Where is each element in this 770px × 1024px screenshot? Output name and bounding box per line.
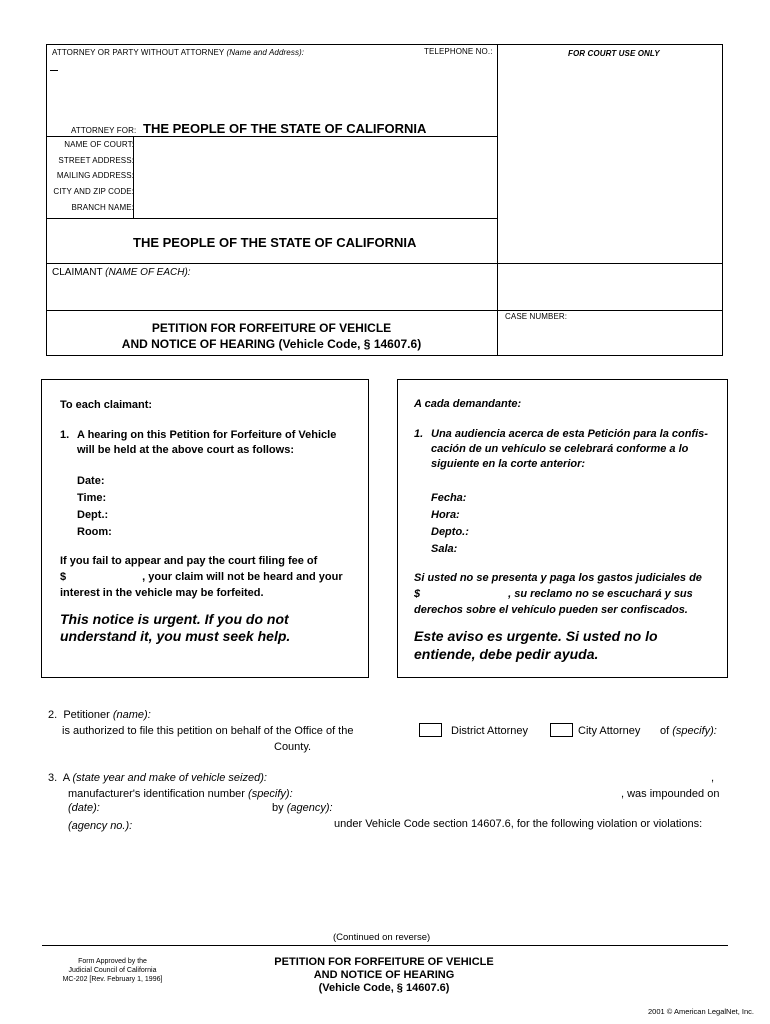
english-time-label: Time: <box>77 492 107 504</box>
copyright: 2001 © American LegalNet, Inc. <box>647 1007 754 1016</box>
attorney-label: ATTORNEY OR PARTY WITHOUT ATTORNEY (Name and Address): <box>52 48 305 57</box>
item3-comma: , <box>711 772 715 784</box>
form-title: PETITION FOR FORFEITURE OF VEHICLE AND NOTICE OF HEARING (Vehicle Code, § 14607.6) <box>121 321 422 351</box>
district-attorney-checkbox[interactable] <box>419 723 442 737</box>
mailing-address-label: MAILING ADDRESS: <box>56 171 134 180</box>
telephone-label: TELEPHONE NO.: <box>424 47 493 56</box>
item3-under: under Vehicle Code section 14607.6, for the following violation or violations: <box>334 818 703 830</box>
spanish-notice: A cada demandante: 1. Una audiencia acerca de esta Petición para la confis- cación de un vehículo se celebrará conforme a lo siguiente en la corte anterior: Fecha: Hora: Depto.: Sala: Si usted no se presenta y paga los gastos judiciales de $ , su reclamo no se escuchará y sus derechos sobre el vehículo pueden ser confiscados. Este aviso es urgente. Si usted no lo entiende, debe pedir ayuda. <box>414 398 708 662</box>
case-number-label: CASE NUMBER: <box>505 312 568 321</box>
city-attorney-checkbox[interactable] <box>550 723 573 737</box>
district-attorney-label: District Attorney <box>451 725 529 737</box>
item2-petitioner: 2. Petitioner (name): <box>48 709 151 721</box>
item3-agency: by (agency): <box>272 802 333 814</box>
people-title: THE PEOPLE OF THE STATE OF CALIFORNIA <box>133 235 417 250</box>
attorney-for-label: ATTORNEY FOR: <box>71 126 137 135</box>
english-urgent: This notice is urgent. If you do not understand it, you must seek help. <box>60 611 291 644</box>
footer-title: PETITION FOR FORFEITURE OF VEHICLE AND NOTICE OF HEARING (Vehicle Code, § 14607.6) <box>274 956 494 994</box>
claimant-label: CLAIMANT (NAME OF EACH): <box>52 267 191 278</box>
item2-authorized: is authorized to file this petition on behalf of the Office of the <box>62 725 354 737</box>
spanish-greeting: A cada demandante: <box>414 398 522 410</box>
item2-county: County. <box>274 741 312 753</box>
item3-vehicle: 3. A (state year and make of vehicle seized): <box>48 772 267 784</box>
spanish-date-label: Fecha: <box>431 492 467 504</box>
spanish-dept-label: Depto.: <box>431 526 469 538</box>
form-approval: Form Approved by the Judicial Council of California MC-202 [Rev. February 1, 1996] <box>62 958 163 983</box>
city-attorney-label: City Attorney <box>578 725 641 737</box>
english-dept-label: Dept.: <box>77 509 109 521</box>
city-zip-label: CITY AND ZIP CODE: <box>53 187 134 196</box>
court-use-label: FOR COURT USE ONLY <box>568 49 660 58</box>
spanish-room-label: Sala: <box>431 543 458 555</box>
spanish-urgent: Este aviso es urgente. Si usted no lo entiende, debe pedir ayuda. <box>414 628 658 662</box>
english-notice: To each claimant: 1. A hearing on this Petition for Forfeiture of Vehicle will be held at the above court as follows: Date: Time: Dept.: Room: If you fail to appear and pay the court filing fee of $ , your claim will not be heard and your interest in the vehicle may be forfeited. This notice is urgent. If you do not understand it, you must seek help. <box>60 399 343 644</box>
item3-manufacturer: manufacturer's identification number (specify): <box>68 788 293 800</box>
attorney-for-value: THE PEOPLE OF THE STATE OF CALIFORNIA <box>143 121 427 136</box>
item3-date: (date): <box>68 802 100 814</box>
name-of-court-label: NAME OF COURT: <box>64 140 134 149</box>
english-room-label: Room: <box>77 526 112 538</box>
item3-impounded: , was impounded on <box>621 788 720 800</box>
branch-name-label: BRANCH NAME: <box>71 203 134 212</box>
street-address-label: STREET ADDRESS: <box>58 156 134 165</box>
english-date-label: Date: <box>77 475 105 487</box>
spanish-time-label: Hora: <box>431 509 460 521</box>
item3-agency-no: (agency no.): <box>68 820 133 832</box>
english-greeting: To each claimant: <box>60 399 153 411</box>
continued-label: (Continued on reverse) <box>333 932 431 943</box>
item2-of-specify: of (specify): <box>660 725 717 737</box>
